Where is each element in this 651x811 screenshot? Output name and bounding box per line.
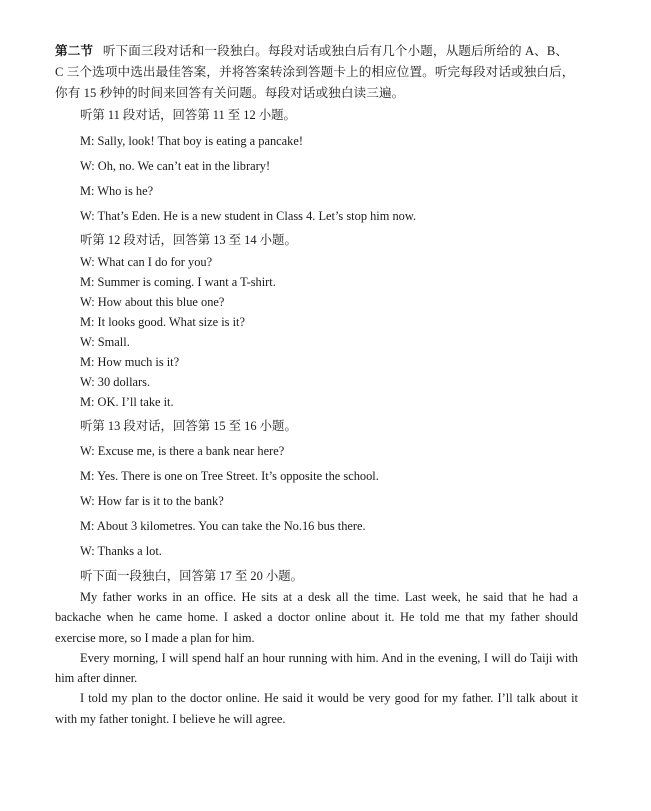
dialogue-line: W: How far is it to the bank?: [80, 494, 224, 508]
dialogue-line: W: Excuse me, is there a bank near here?: [80, 444, 285, 458]
dialogue-line: W: Thanks a lot.: [80, 544, 162, 558]
dialogue-line: W: Oh, no. We can’t eat in the library!: [80, 159, 271, 173]
dialogue-13-heading: 听第 13 段对话，回答第 15 至 16 小题。: [80, 419, 297, 433]
monologue-heading: 听下面一段独白，回答第 17 至 20 小题。: [80, 569, 304, 583]
dialogue-11-heading: 听第 11 段对话，回答第 11 至 12 小题。: [80, 108, 296, 122]
section-instructions-line-2: C 三个选项中选出最佳答案，并将答案转涂到答题卡上的相应位置。听完每段对话或独白后，: [55, 65, 575, 79]
dialogue-line: W: How about this blue one?: [80, 295, 225, 309]
monologue-paragraph: I told my plan to the doctor online. He said it would be very good for my father. I’ll talk about it with my father tonight. I believe he will agree.: [55, 691, 578, 726]
dialogue-line: M: How much is it?: [80, 355, 180, 369]
dialogue-line: W: Small.: [80, 335, 130, 349]
monologue-paragraph: My father works in an office. He sits at a desk all the time. Last week, he said that he had a backache when he came home. I asked a doctor online about it. He told me that my father should exercise more, so I made a plan for him.: [55, 590, 578, 645]
dialogue-line: W: What can I do for you?: [80, 255, 213, 269]
dialogue-line: M: Sally, look! That boy is eating a pancake!: [80, 134, 303, 148]
dialogue-line: W: 30 dollars.: [80, 375, 151, 389]
monologue-paragraph: Every morning, I will spend half an hour running with him. And in the evening, I will do Taiji with him after dinner.: [55, 650, 578, 686]
section-heading: 第二节: [55, 44, 94, 58]
dialogue-line: M: It looks good. What size is it?: [80, 315, 245, 329]
dialogue-line: M: OK. I’ll take it.: [80, 395, 174, 409]
dialogue-line: M: Summer is coming. I want a T-shirt.: [80, 275, 276, 289]
section-instructions-line-3: 你有 15 秒钟的时间来回答有关问题。每段对话或独白读三遍。: [55, 86, 405, 100]
section-instructions-line-1: [55, 43, 568, 59]
dialogue-line: M: Yes. There is one on Tree Street. It’s opposite the school.: [80, 469, 379, 483]
dialogue-12-heading: 听第 12 段对话，回答第 13 至 14 小题。: [80, 233, 297, 247]
dialogue-line: W: That’s Eden. He is a new student in Class 4. Let’s stop him now.: [80, 209, 417, 223]
monologue-text: [55, 587, 578, 729]
dialogue-line: M: Who is he?: [80, 184, 154, 198]
instructions-text-1: 听下面三段对话和一段独白。每段对话或独白后有几个小题，从题后所给的 A、B、: [102, 44, 569, 58]
dialogue-line: M: About 3 kilometres. You can take the No.16 bus there.: [80, 519, 366, 533]
